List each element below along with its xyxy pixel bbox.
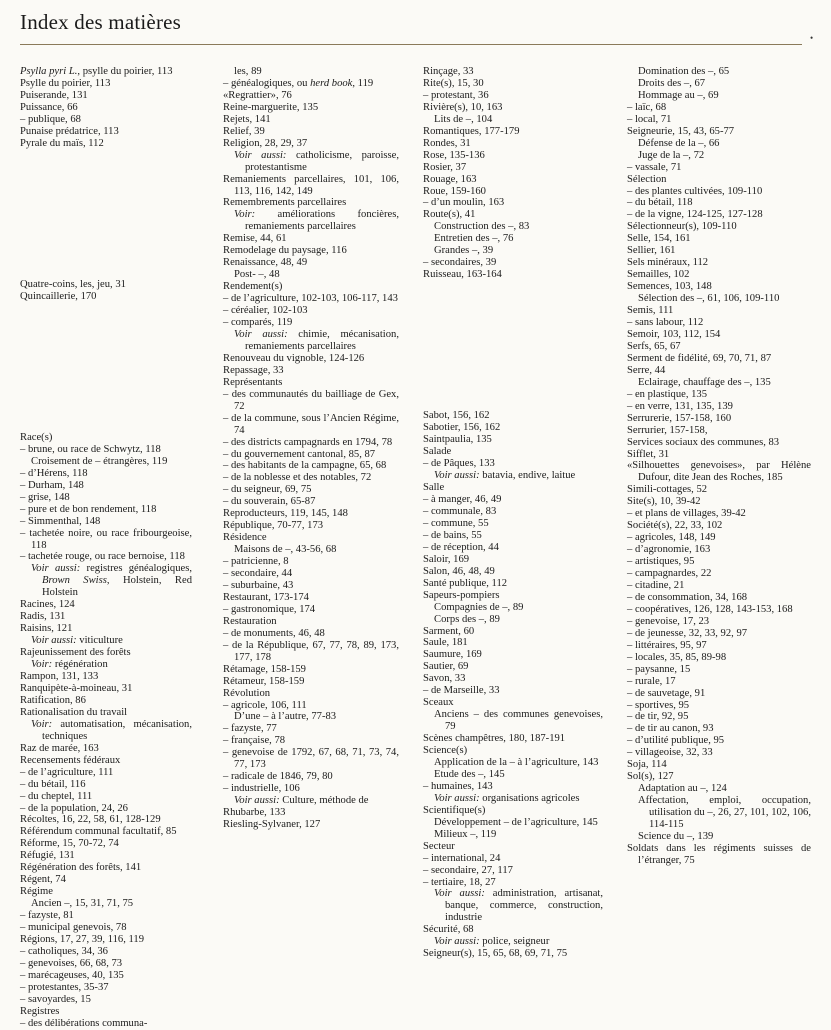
index-entry: Adaptation au –, 124 bbox=[638, 783, 727, 795]
index-entry: Post- –, 48 bbox=[234, 269, 280, 281]
index-entry: – de Marseille, 33 bbox=[423, 685, 500, 697]
index-entry: – du souverain, 65-87 bbox=[223, 496, 316, 508]
index-entry: Quatre-coins, les, jeu, 31 bbox=[20, 278, 126, 290]
index-entry: – publique, 68 bbox=[20, 113, 81, 125]
index-entry: – international, 24 bbox=[423, 852, 501, 864]
index-entry: Ratification, 86 bbox=[20, 694, 86, 706]
index-entry: Scènes champêtres, 180, 187-191 bbox=[423, 733, 566, 745]
index-entry: – vassale, 71 bbox=[627, 161, 682, 173]
index-entry: Domination des –, 65 bbox=[638, 66, 730, 77]
index-entry: Ranquipète-à-moineau, 31 bbox=[20, 682, 133, 694]
index-entry: Voir aussi: catholicisme, paroisse, protestantisme bbox=[234, 149, 399, 173]
index-entry: Riesling-Sylvaner, 127 bbox=[223, 819, 321, 831]
index-entry: Romantiques, 177-179 bbox=[423, 125, 520, 137]
index-entry: Rétameur, 158-159 bbox=[223, 675, 305, 687]
index-entry: – paysanne, 15 bbox=[627, 663, 691, 675]
index-entry: Voir: régénération bbox=[31, 659, 108, 671]
index-entry: – industrielle, 106 bbox=[223, 783, 300, 795]
index-entry: – fazyste, 81 bbox=[20, 910, 74, 922]
index-entry: Soldats dans les régiments suisses de l’étranger, 75 bbox=[627, 842, 811, 866]
index-entry: – artistiques, 95 bbox=[627, 556, 695, 568]
index-entry: – agricole, 106, 111 bbox=[223, 699, 307, 711]
index-entry: Droits des –, 67 bbox=[638, 77, 706, 89]
index-entry: Référendum communal facultatif, 85 bbox=[20, 826, 177, 838]
index-entry: Défense de la –, 66 bbox=[638, 137, 720, 149]
index-entry: Selle, 154, 161 bbox=[627, 233, 691, 245]
index-entry: Renouveau du vignoble, 124-126 bbox=[223, 352, 365, 364]
index-entry: – genevoise de 1792, 67, 68, 71, 73, 74, 77, 173 bbox=[223, 747, 399, 771]
index-entry: Reine-marguerite, 135 bbox=[223, 101, 319, 113]
index-entry: Route(s), 41 bbox=[423, 209, 476, 221]
index-entry: – de monuments, 46, 48 bbox=[223, 627, 325, 639]
index-entry: Société(s), 22, 33, 102 bbox=[627, 520, 723, 532]
index-entry: Sarment, 60 bbox=[423, 625, 475, 637]
index-entry: Voir aussi: Culture, méthode de bbox=[234, 795, 369, 807]
index-entry: D’une – à l’autre, 77-83 bbox=[234, 711, 337, 723]
index-entry: Rinçage, 33 bbox=[423, 66, 474, 77]
index-entry: – grise, 148 bbox=[20, 491, 70, 503]
index-entry: Scientifique(s) bbox=[423, 804, 486, 816]
index-entry: Rajeunissement des forêts bbox=[20, 647, 131, 659]
index-entry: Hommage au –, 69 bbox=[638, 89, 719, 101]
index-entry: – locales, 35, 85, 89-98 bbox=[627, 651, 727, 663]
index-entry: Juge de la –, 72 bbox=[638, 149, 705, 161]
index-entry: Ruisseau, 163-164 bbox=[423, 269, 502, 281]
index-entry: – coopératives, 126, 128, 143-153, 168 bbox=[627, 603, 793, 615]
index-entry: – genevoise, 17, 23 bbox=[627, 615, 710, 627]
index-entry: Sels minéraux, 112 bbox=[627, 257, 709, 269]
index-entry: – radicale de 1846, 79, 80 bbox=[223, 771, 333, 783]
index-entry: – local, 71 bbox=[627, 113, 672, 125]
index-entry: – des communautés du bailliage de Gex, 72 bbox=[223, 388, 399, 412]
index-entry: – des plantes cultivées, 109-110 bbox=[627, 185, 763, 197]
index-entry: Voir aussi: organisations agricoles bbox=[434, 792, 580, 804]
index-entry: Repassage, 33 bbox=[223, 364, 284, 376]
index-entry: – d’agronomie, 163 bbox=[627, 544, 711, 556]
index-entry: Racines, 124 bbox=[20, 599, 75, 611]
index-entry: Régime bbox=[20, 886, 53, 898]
index-entry: Seigneur(s), 15, 65, 68, 69, 71, 75 bbox=[423, 948, 568, 960]
index-entry: Voir: améliorations foncières, remaniements parcellaires bbox=[234, 209, 399, 233]
index-entry: – d’Hérens, 118 bbox=[20, 467, 88, 479]
index-entry: Sélection bbox=[627, 173, 667, 185]
index-entry: – de bains, 55 bbox=[423, 529, 482, 541]
index-entry: – secondaire, 44 bbox=[223, 568, 293, 580]
index-entry: Remaniements parcellaires, 101, 106, 113, 116, 142, 149 bbox=[223, 173, 399, 197]
index-entry: – commune, 55 bbox=[423, 517, 489, 529]
index-entry: Grandes –, 39 bbox=[434, 245, 494, 257]
index-entry: Renaissance, 48, 49 bbox=[223, 257, 308, 269]
index-entry: Anciens – des communes genevoises, 79 bbox=[434, 709, 603, 733]
index-entry: – secondaires, 39 bbox=[423, 257, 497, 269]
index-entry: Rite(s), 15, 30 bbox=[423, 77, 484, 89]
index-entry: Semis, 111 bbox=[627, 305, 674, 317]
index-entry: – rurale, 17 bbox=[627, 675, 676, 687]
index-entry: – du cheptel, 111 bbox=[20, 790, 93, 802]
index-entry: – des habitants de la campagne, 65, 68 bbox=[223, 460, 387, 472]
index-entry: – d’utilité publique, 95 bbox=[627, 735, 725, 747]
index-entry: – du bétail, 118 bbox=[627, 197, 693, 209]
index-entry: Voir aussi: administration, artisanat, banque, commerce, construction, industrie bbox=[434, 888, 603, 924]
index-entry: – sportives, 95 bbox=[627, 699, 690, 711]
index-entry: Relief, 39 bbox=[223, 125, 265, 137]
index-entry: – pure et de bon rendement, 118 bbox=[20, 503, 157, 515]
index-entry: Régénération des forêts, 141 bbox=[20, 862, 142, 874]
index-entry: – littéraires, 95, 97 bbox=[627, 639, 707, 651]
index-entry: – citadine, 21 bbox=[627, 579, 685, 591]
index-entry: – protestantes, 35-37 bbox=[20, 981, 109, 993]
index-entry: Semences, 103, 148 bbox=[627, 281, 712, 293]
index-entry: – des districts campagnards en 1794, 78 bbox=[223, 436, 393, 448]
index-entry: – en plastique, 135 bbox=[627, 388, 708, 400]
index-entry: Saintpaulia, 135 bbox=[423, 434, 492, 446]
index-entry: Recensements fédéraux bbox=[20, 754, 121, 766]
index-entry: Saule, 181 bbox=[423, 637, 468, 649]
index-entry: Compagnies de –, 89 bbox=[434, 601, 524, 613]
index-entry: Secteur bbox=[423, 840, 455, 852]
index-entry: Radis, 131 bbox=[20, 611, 66, 623]
index-entry: Restauration bbox=[223, 615, 277, 627]
index-entry: – de la population, 24, 26 bbox=[20, 802, 128, 814]
index-entry: Rouage, 163 bbox=[423, 173, 477, 185]
index-entry: Sifflet, 31 bbox=[627, 448, 670, 460]
index-entry: Roue, 159-160 bbox=[423, 185, 486, 197]
index-entry: Eclairage, chauffage des –, 135 bbox=[638, 376, 771, 388]
index-entry: Régions, 17, 27, 39, 116, 119 bbox=[20, 933, 144, 945]
index-entry: – tachetée noire, ou race fribourgeoise, 118 bbox=[20, 527, 192, 551]
index-entry: Remodelage du paysage, 116 bbox=[223, 245, 347, 257]
index-entry: – de la commune, sous l’Ancien Régime, 74 bbox=[223, 412, 399, 436]
index-entry: – d’un moulin, 163 bbox=[423, 197, 505, 209]
index-entry: Milieux –, 119 bbox=[434, 828, 497, 840]
index-entry: Voir aussi: viticulture bbox=[31, 635, 123, 647]
index-entry: Rationalisation du travail bbox=[20, 706, 128, 718]
index-entry: Développement – de l’agriculture, 145 bbox=[434, 816, 598, 828]
index-entry: Soja, 114 bbox=[627, 759, 667, 771]
index-entry: – en verre, 131, 135, 139 bbox=[627, 400, 733, 412]
index-entry: Rosier, 37 bbox=[423, 161, 467, 173]
index-entry: – suburbaine, 43 bbox=[223, 579, 294, 591]
index-entry: – de l’agriculture, 111 bbox=[20, 766, 114, 778]
index-entry: Sélectionneur(s), 109-110 bbox=[627, 221, 737, 233]
index-entry: – Simmenthal, 148 bbox=[20, 515, 101, 527]
index-entry: «Regrattier», 76 bbox=[223, 89, 292, 101]
index-entry: – céréalier, 102-103 bbox=[223, 305, 308, 317]
index-entry: Construction des –, 83 bbox=[434, 221, 530, 233]
index-entry: Rendement(s) bbox=[223, 281, 283, 293]
index-entry: Psylle du poirier, 113 bbox=[20, 77, 111, 89]
index-entry: – du bétail, 116 bbox=[20, 778, 86, 790]
index-entry: – savoyardes, 15 bbox=[20, 993, 91, 1005]
index-entry: Salle bbox=[423, 482, 445, 494]
index-entry: Sapeurs-pompiers bbox=[423, 589, 500, 601]
index-entry: Services sociaux des communes, 83 bbox=[627, 436, 780, 448]
index-entry: Puissance, 66 bbox=[20, 101, 78, 113]
index-entry: – humaines, 143 bbox=[423, 780, 493, 792]
index-entry: Serment de fidélité, 69, 70, 71, 87 bbox=[627, 352, 772, 364]
index-entry: – catholiques, 34, 36 bbox=[20, 945, 108, 957]
index-entry: – communale, 83 bbox=[423, 505, 497, 517]
index-entry: Représentants bbox=[223, 376, 283, 388]
page-title: Index des matières bbox=[20, 10, 182, 34]
index-entry: – française, 78 bbox=[223, 735, 286, 747]
index-entry: – protestant, 36 bbox=[423, 89, 489, 101]
index-entry: Remise, 44, 61 bbox=[223, 233, 287, 245]
index-entry: Seigneurie, 15, 43, 65-77 bbox=[627, 125, 735, 137]
index-entry: – de tir au canon, 93 bbox=[627, 723, 714, 735]
index-entry: Rampon, 131, 133 bbox=[20, 671, 99, 683]
page-header bbox=[20, 8, 802, 45]
index-entry: Entretien des –, 76 bbox=[434, 233, 514, 245]
index-entry: Raisins, 121 bbox=[20, 623, 73, 635]
index-entry: – généalogiques, ou herd book, 119 bbox=[223, 77, 374, 89]
index-column-2 bbox=[223, 66, 399, 831]
index-entry: Sol(s), 127 bbox=[627, 771, 674, 783]
index-entry: Reproducteurs, 119, 145, 148 bbox=[223, 508, 348, 520]
index-entry: – de Pâques, 133 bbox=[423, 458, 495, 470]
index-entry: Ancien –, 15, 31, 71, 75 bbox=[31, 898, 134, 910]
index-entry: Psylla pyri L., psylle du poirier, 113 bbox=[20, 66, 173, 77]
index-entry: Rivière(s), 10, 163 bbox=[423, 101, 503, 113]
index-entry: Remembrements parcellaires bbox=[223, 197, 347, 209]
index-entry: Quincaillerie, 170 bbox=[20, 290, 97, 302]
index-entry: – campagnardes, 22 bbox=[627, 568, 712, 580]
index-entry: – de la noblesse et des notables, 72 bbox=[223, 472, 372, 484]
index-entry: les, 89 bbox=[234, 66, 262, 77]
index-entry: Résidence bbox=[223, 532, 267, 544]
index-entry: Sceaux bbox=[423, 697, 454, 709]
index-entry: Saumure, 169 bbox=[423, 649, 482, 661]
index-entry: – à manger, 46, 49 bbox=[423, 494, 502, 506]
index-entry: Sabot, 156, 162 bbox=[423, 410, 490, 422]
index-entry: Voir aussi: police, seigneur bbox=[434, 936, 550, 948]
index-entry: – du seigneur, 69, 75 bbox=[223, 484, 312, 496]
index-entry: Corps des –, 89 bbox=[434, 613, 500, 625]
index-entry: Révolution bbox=[223, 687, 271, 699]
index-entry: Sécurité, 68 bbox=[423, 924, 474, 936]
index-entry: Raz de marée, 163 bbox=[20, 742, 99, 754]
index-entry: Sabotier, 156, 162 bbox=[423, 422, 501, 434]
index-entry: Savon, 33 bbox=[423, 673, 466, 685]
index-entry: Semoir, 103, 112, 154 bbox=[627, 328, 721, 340]
index-entry: Santé publique, 112 bbox=[423, 577, 508, 589]
index-entry: – brune, ou race de Schwytz, 118 bbox=[20, 443, 161, 455]
index-entry: – de l’agriculture, 102-103, 106-117, 143 bbox=[223, 293, 398, 305]
index-column-3 bbox=[423, 66, 603, 960]
index-entry: République, 70-77, 173 bbox=[223, 520, 324, 532]
index-entry: – comparés, 119 bbox=[223, 317, 293, 329]
index-entry: Rondes, 31 bbox=[423, 137, 471, 149]
index-entry: – du gouvernement cantonal, 85, 87 bbox=[223, 448, 376, 460]
index-entry: Salon, 46, 48, 49 bbox=[423, 565, 495, 577]
index-entry: Serrurerie, 157-158, 160 bbox=[627, 412, 732, 424]
index-entry: Réforme, 15, 70-72, 74 bbox=[20, 838, 119, 850]
index-entry: – de la République, 67, 77, 78, 89, 173, 177, 178 bbox=[223, 639, 399, 663]
index-entry: – marécageuses, 40, 135 bbox=[20, 969, 124, 981]
index-entry: Serrurier, 157-158, bbox=[627, 424, 708, 436]
index-entry: Lits de –, 104 bbox=[434, 113, 493, 125]
index-entry: Voir aussi: batavia, endive, laitue bbox=[434, 470, 576, 482]
index-entry: Salade bbox=[423, 446, 452, 458]
index-entry: Serfs, 65, 67 bbox=[627, 340, 681, 352]
index-entry: Race(s) bbox=[20, 431, 53, 443]
index-entry: Saloir, 169 bbox=[423, 553, 470, 565]
index-entry: – laïc, 68 bbox=[627, 101, 667, 113]
index-entry: – gastronomique, 174 bbox=[223, 603, 316, 615]
index-entry: Pyrale du maïs, 112 bbox=[20, 137, 104, 149]
index-entry: Restaurant, 173-174 bbox=[223, 591, 309, 603]
index-entry: Science(s) bbox=[423, 745, 468, 757]
index-entry: Maisons de –, 43-56, 68 bbox=[234, 544, 337, 556]
index-entry: Voir: automatisation, mécanisation, techniques bbox=[31, 718, 192, 742]
index-entry: – de la vigne, 124-125, 127-128 bbox=[627, 209, 763, 221]
index-entry: Sélection des –, 61, 106, 109-110 bbox=[638, 293, 780, 305]
index-entry: Serre, 44 bbox=[627, 364, 666, 376]
index-entry: Simili-cottages, 52 bbox=[627, 484, 708, 496]
index-entry: Rose, 135-136 bbox=[423, 149, 485, 161]
index-entry: Science du –, 139 bbox=[638, 831, 714, 842]
index-entry: «Silhouettes genevoises», par Hélène Dufour, dite Jean des Roches, 185 bbox=[627, 460, 811, 484]
index-entry: – tachetée rouge, ou race bernoise, 118 bbox=[20, 551, 185, 563]
index-entry: Récoltes, 16, 22, 58, 61, 128-129 bbox=[20, 814, 161, 826]
index-entry: Affectation, emploi, occupation, utilisation du –, 26, 27, 101, 102, 106, 114-115 bbox=[638, 795, 811, 831]
index-entry: – Durham, 148 bbox=[20, 479, 84, 491]
index-entry: – tertiaire, 18, 27 bbox=[423, 876, 496, 888]
index-entry: Croisement de – étrangères, 119 bbox=[31, 455, 168, 467]
index-entry: Voir aussi: chimie, mécanisation, remaniements parcellaires bbox=[234, 328, 399, 352]
index-entry: Régent, 74 bbox=[20, 874, 66, 886]
index-entry: Voir aussi: registres généalogiques, Brown Swiss, Holstein, Red Holstein bbox=[31, 563, 193, 599]
letter-section-gap bbox=[20, 313, 192, 421]
index-entry: – fazyste, 77 bbox=[223, 723, 277, 735]
index-entry: Religion, 28, 29, 37 bbox=[223, 137, 308, 149]
index-column-4 bbox=[627, 66, 811, 867]
index-entry: Registres bbox=[20, 1005, 60, 1017]
index-entry: – agricoles, 148, 149 bbox=[627, 532, 716, 544]
index-entry: Réfugié, 131 bbox=[20, 850, 75, 862]
letter-section-gap bbox=[20, 160, 192, 268]
index-entry: Sautier, 69 bbox=[423, 661, 469, 673]
index-entry: – sans labour, 112 bbox=[627, 317, 704, 329]
index-entry: Site(s), 10, 39-42 bbox=[627, 496, 701, 508]
index-entry: – de consommation, 34, 168 bbox=[627, 591, 748, 603]
index-entry: Puiserande, 131 bbox=[20, 89, 88, 101]
index-entry: Rejets, 141 bbox=[223, 113, 271, 125]
index-entry: Etude des –, 145 bbox=[434, 768, 505, 780]
index-entry: – de sauvetage, 91 bbox=[627, 687, 706, 699]
index-entry: Rétamage, 158-159 bbox=[223, 663, 306, 675]
index-entry: – de réception, 44 bbox=[423, 541, 499, 553]
index-entry: – de jeunesse, 32, 33, 92, 97 bbox=[627, 627, 748, 639]
index-entry: – municipal genevois, 78 bbox=[20, 922, 127, 934]
index-entry: Semailles, 102 bbox=[627, 269, 690, 281]
index-entry: – genevoises, 66, 68, 73 bbox=[20, 957, 123, 969]
index-entry: Sellier, 161 bbox=[627, 245, 676, 257]
index-column-1 bbox=[20, 66, 192, 1030]
index-entry: – secondaire, 27, 117 bbox=[423, 864, 513, 876]
index-entry: Application de la – à l’agriculture, 143 bbox=[434, 756, 599, 768]
letter-section-gap bbox=[423, 292, 603, 400]
index-entry: Rhubarbe, 133 bbox=[223, 807, 286, 819]
index-entry: Punaise prédatrice, 113 bbox=[20, 125, 119, 137]
index-entry: – patricienne, 8 bbox=[223, 556, 289, 568]
index-entry: – et plans de villages, 39-42 bbox=[627, 508, 746, 520]
index-entry: – de tir, 92, 95 bbox=[627, 711, 689, 723]
index-entry: – des délibérations communa- bbox=[20, 1017, 148, 1029]
index-entry: – villageoise, 32, 33 bbox=[627, 747, 713, 759]
margin-mark: • bbox=[810, 33, 814, 43]
